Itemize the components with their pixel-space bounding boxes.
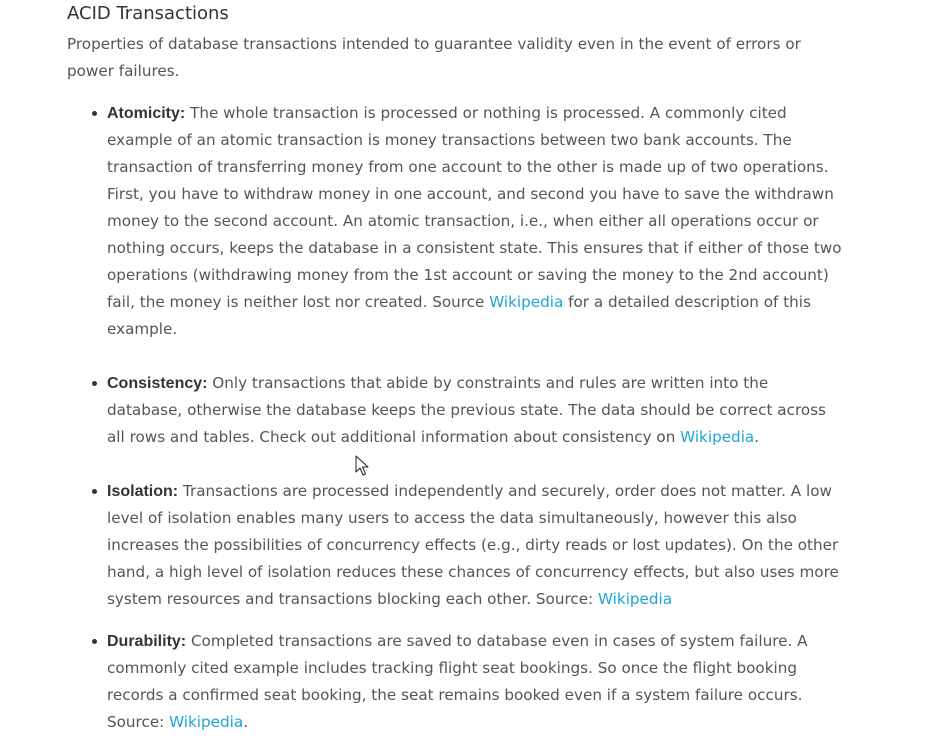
wikipedia-link-isolation[interactable]: Wikipedia bbox=[598, 590, 673, 608]
list-item-isolation bbox=[67, 478, 842, 613]
bullet-icon bbox=[92, 381, 97, 386]
wikipedia-link-consistency[interactable]: Wikipedia bbox=[680, 428, 755, 446]
list-item-consistency bbox=[67, 370, 842, 451]
term-isolation: Isolation: bbox=[107, 483, 179, 500]
term-consistency: Consistency: bbox=[107, 375, 208, 392]
bullet-icon bbox=[92, 489, 97, 494]
bullet-icon bbox=[92, 639, 97, 644]
wikipedia-link-durability[interactable]: Wikipedia bbox=[169, 713, 244, 731]
section-intro: Properties of database transactions intended to guarantee validity even in the event of errors or power failures. bbox=[67, 35, 801, 80]
term-durability: Durability: bbox=[107, 633, 187, 650]
description-atomicity: The whole transaction is processed or nothing is processed. A commonly cited example of an atomic transaction is money transactions between two bank accounts. The transaction of transferring money from one account to the other is made up of two operations. First, you have to withdraw money in one account, and second you have to save the withdrawn money to the second account. An atomic transaction, i.e., when either all operations occur or nothing occurs, keeps the database in a consistent state. This ensures that if either of those two operations (withdrawing money from the 1st account or saving the money to the 2nd account) fail, the money is neither lost nor created. Source bbox=[107, 104, 842, 311]
description-consistency-after: . bbox=[754, 428, 760, 446]
description-durability: Completed transactions are saved to database even in cases of system failure. A commonly cited example includes tracking flight seat bookings. So once the flight booking records a confirmed seat booking, the seat remains booked even if a system failure occurs. Source: bbox=[107, 632, 808, 731]
bullet-icon bbox=[92, 111, 97, 116]
description-consistency: Only transactions that abide by constraints and rules are written into the database, otherwise the database keeps the previous state. The data should be correct across all rows and tables. Check out additional information about consistency on bbox=[107, 374, 826, 446]
description-isolation: Transactions are processed independently and securely, order does not matter. A low level of isolation enables many users to access the data simultaneously, however this also increases the possibilities of concurrency effects (e.g., dirty reads or lost updates). On the other hand, a high level of isolation reduces these chances of concurrency effects, but also uses more system resources and transactions blocking each other. Source: bbox=[107, 482, 839, 608]
description-atomicity-after: for a detailed description of this example. bbox=[107, 293, 811, 338]
term-atomicity: Atomicity: bbox=[107, 105, 186, 122]
list-item-durability bbox=[67, 628, 842, 736]
wikipedia-link-atomicity[interactable]: Wikipedia bbox=[489, 293, 564, 311]
section-title: ACID Transactions bbox=[67, 3, 229, 24]
mouse-cursor-icon bbox=[355, 455, 369, 477]
acid-properties-list bbox=[67, 100, 847, 736]
article-section bbox=[67, 0, 847, 736]
list-item-atomicity bbox=[67, 100, 842, 343]
description-durability-after: . bbox=[243, 713, 249, 731]
